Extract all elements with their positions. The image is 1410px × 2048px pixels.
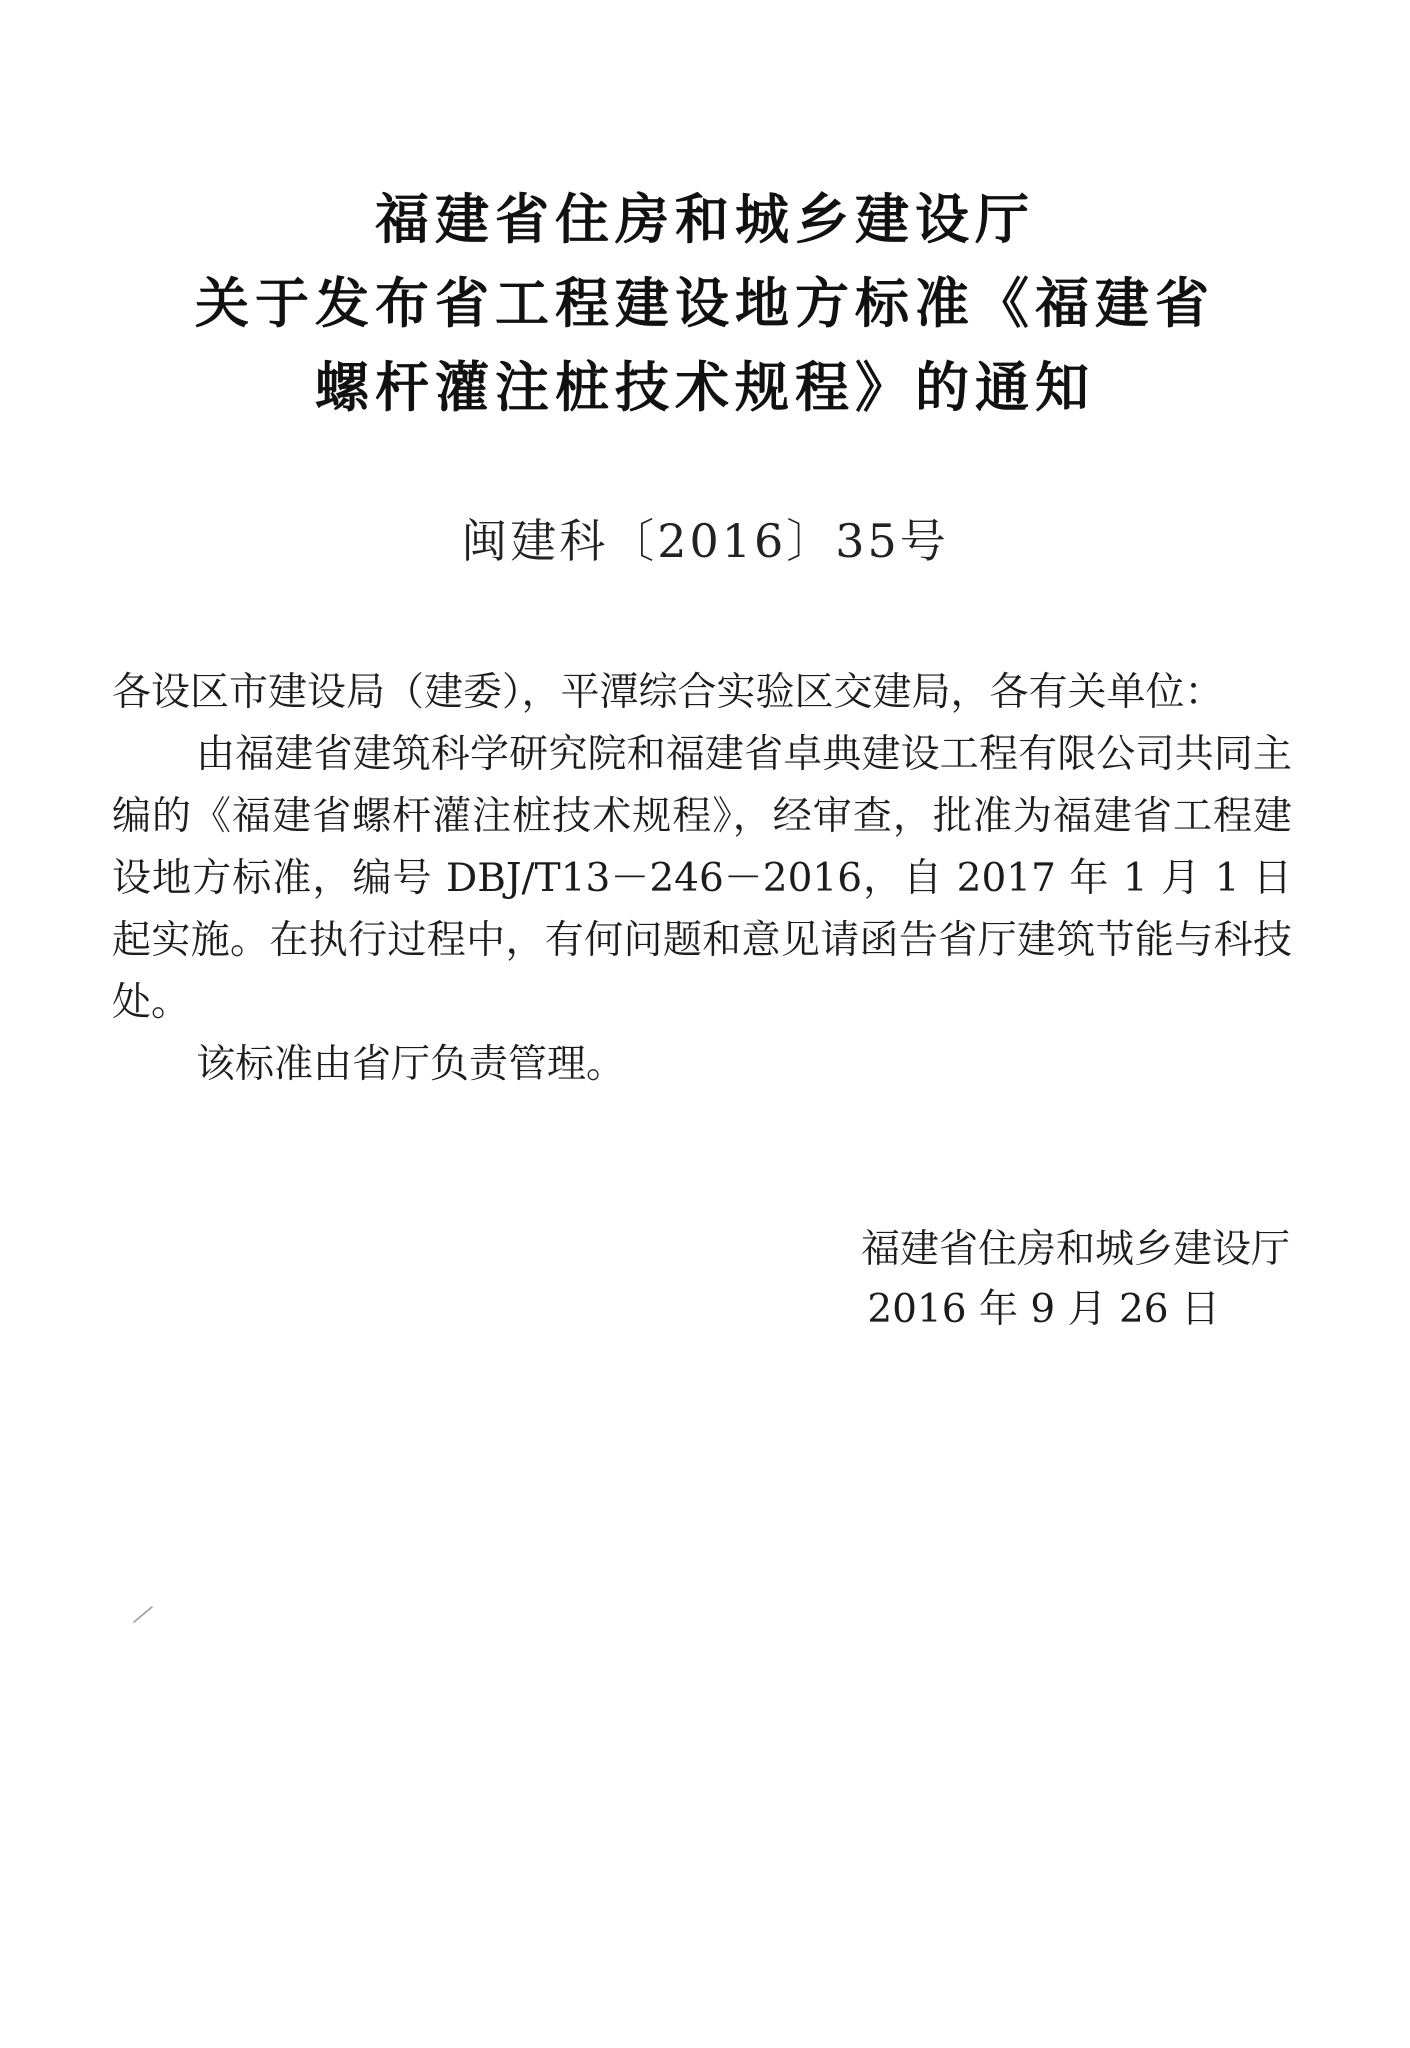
title-line-1: 福建省住房和城乡建设厅 <box>375 188 1035 251</box>
body-paragraph-2: 该标准由省厅负责管理。 <box>196 1042 626 1087</box>
title-line-3: 螺杆灌注桩技术规程》的通知 <box>315 356 1095 419</box>
signature-block <box>861 1220 1290 1340</box>
document-body <box>112 662 1292 1096</box>
title-line-2: 关于发布省工程建设地方标准《福建省 <box>195 272 1215 335</box>
document-title <box>0 178 1410 430</box>
issue-date: 2016 年 9 月 26 日 <box>867 1287 1220 1332</box>
document-number: 闽建科〔2016〕35号 <box>461 514 949 568</box>
body-paragraph-1: 由福建省建筑科学研究院和福建省卓典建设工程有限公司共同主编的《福建省螺杆灌注桩技术规程》，经审查，批准为福建省工程建设地方标准，编号 DBJ/T13－246－2016，自 2017 年 1 月 1 日起实施。在执行过程中，有何问题和意见请函告省厅建筑节能与科技处。 <box>112 732 1292 1025</box>
stray-pen-mark <box>132 1604 156 1624</box>
issuing-organization: 福建省住房和城乡建设厅 <box>860 1227 1290 1272</box>
addressee-line: 各设区市建设局（建委），平潭综合实验区交建局，各有关单位： <box>112 670 1224 715</box>
